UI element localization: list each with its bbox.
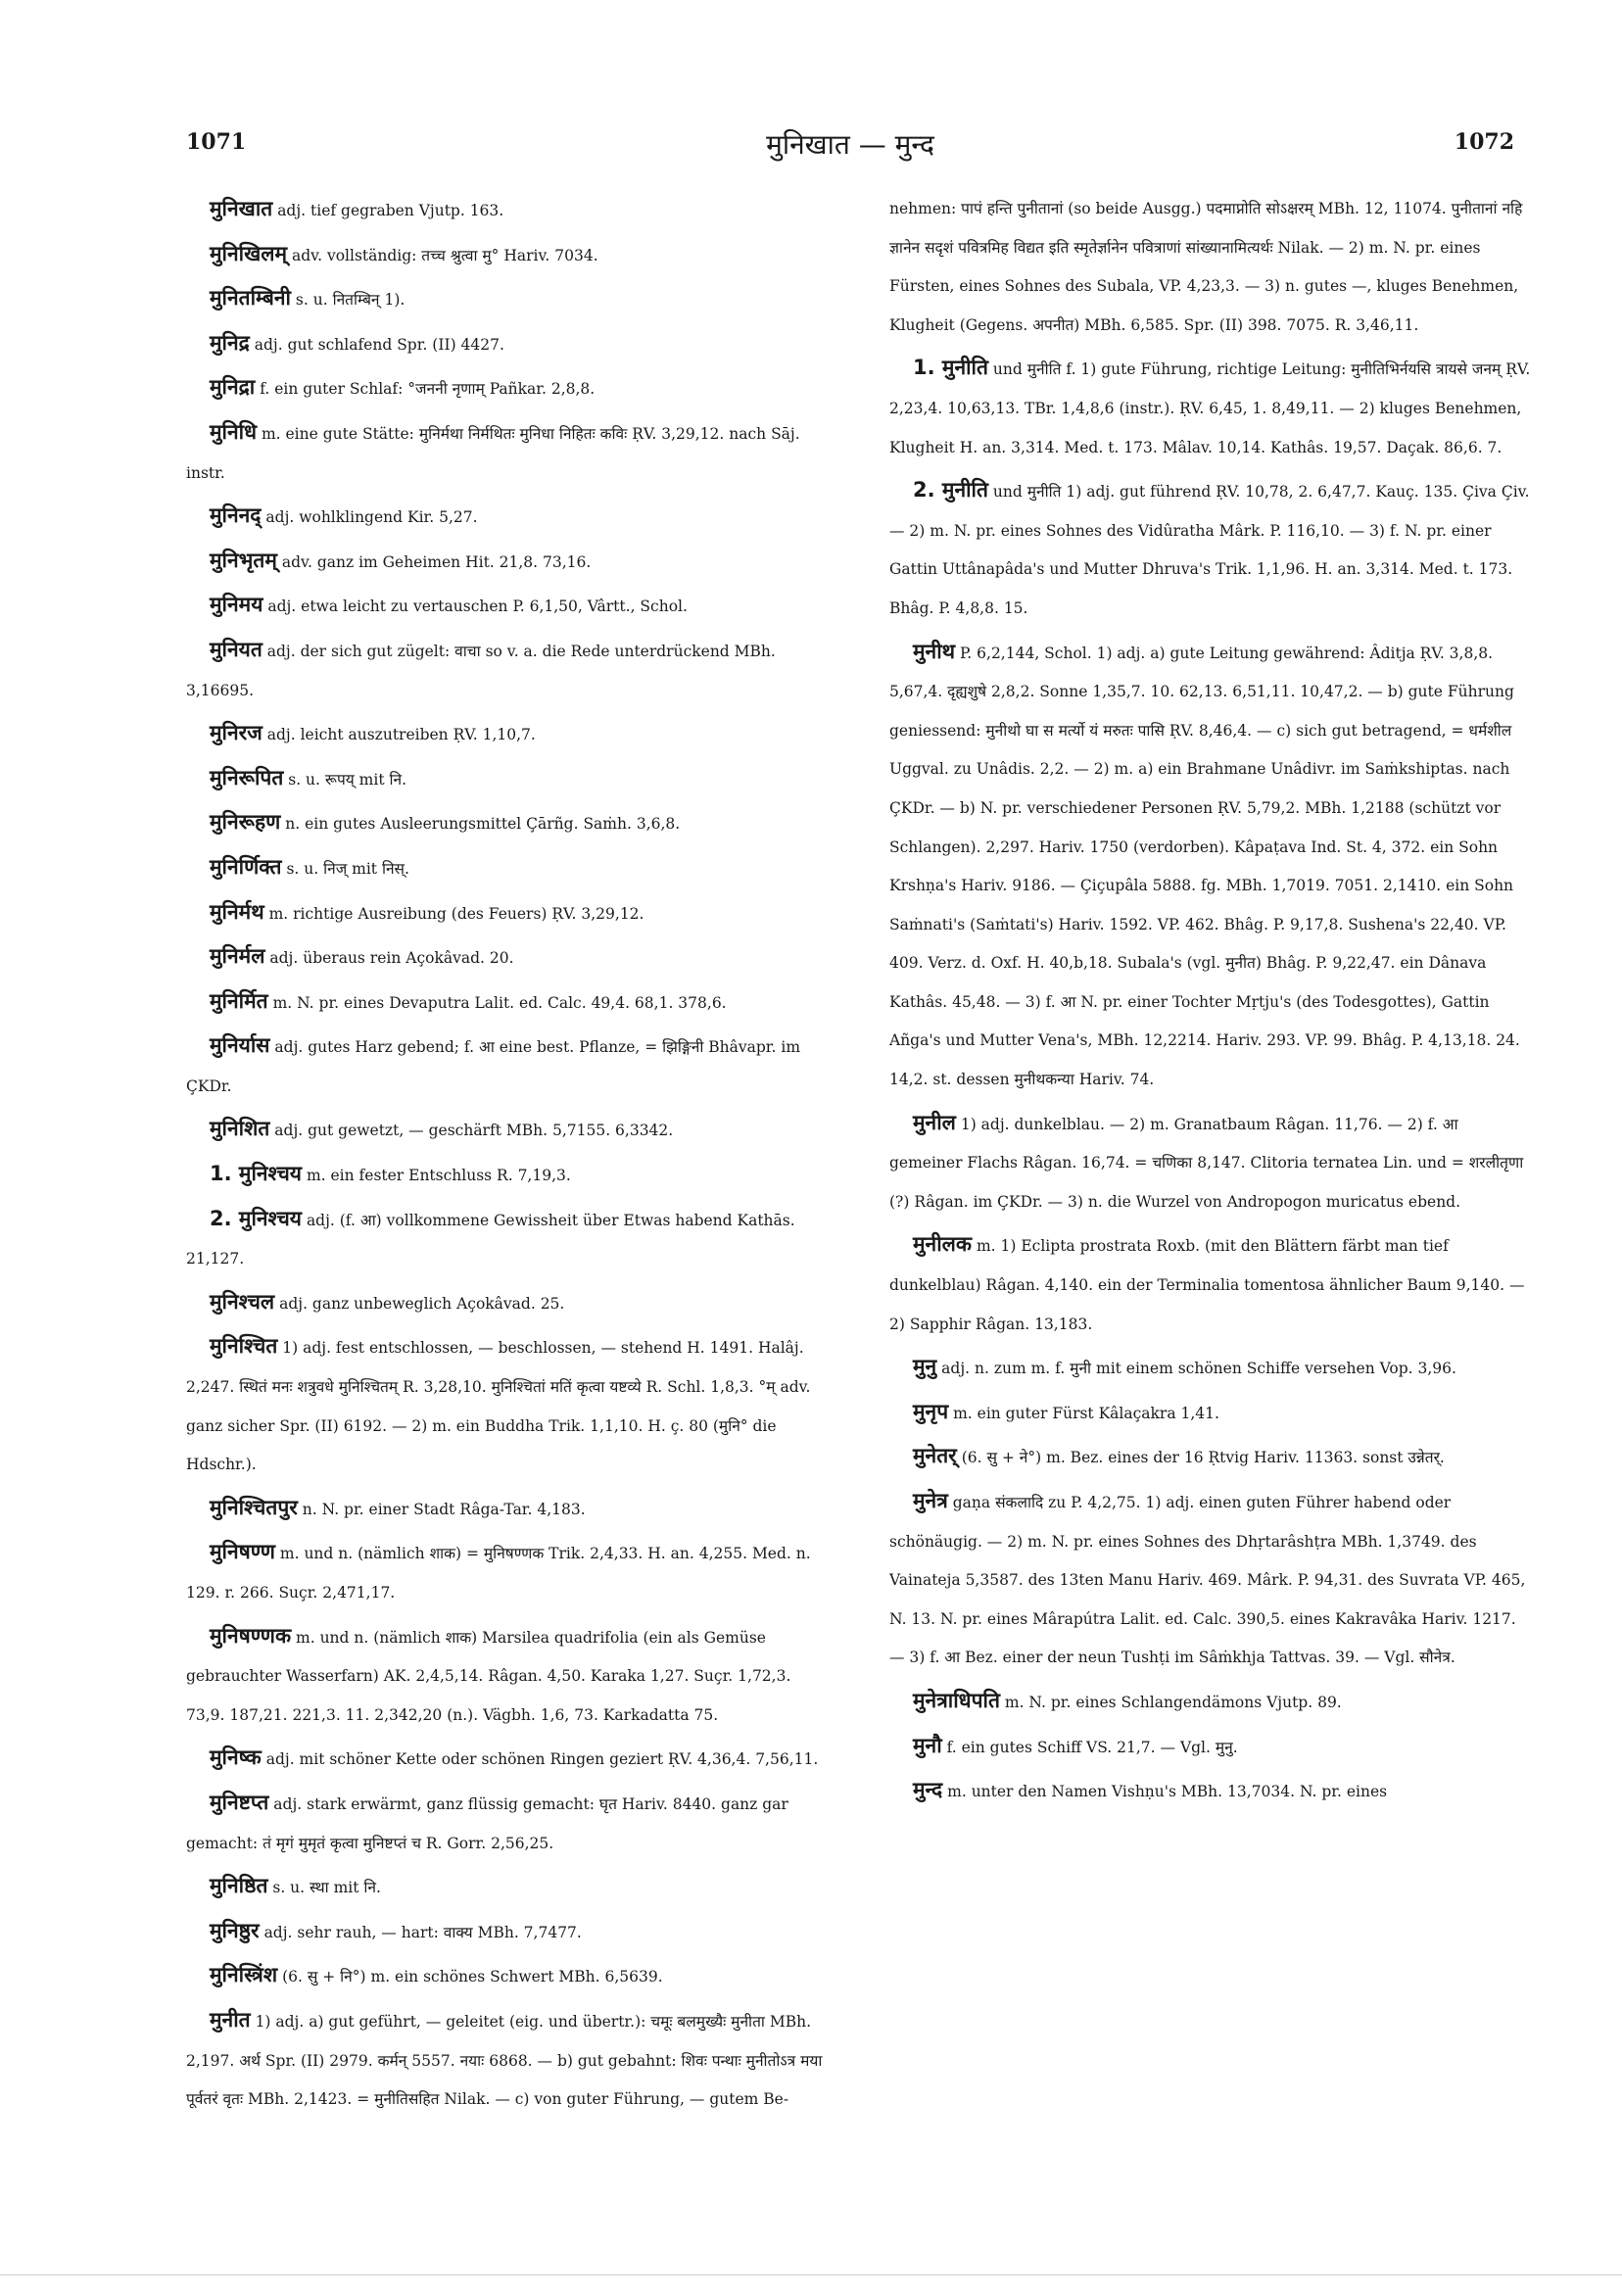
dictionary-entry xyxy=(186,1867,833,1908)
entry-headword: मुनिनद् xyxy=(210,503,262,528)
entry-text: adv. ganz im Geheimen Hit. 21,8. 73,16. xyxy=(281,552,592,571)
entry-text: 1) adj. dunkelblau. — 2) m. Granatbaum Râgan. 11,76. — 2) f. आ gemeiner Flachs Râgan. 16,74. = चणिका 8,147. Clitoria ternatea Lin. und = शरलीतृणा (?) Râgan. im ÇKDr. — 3) n. die Wurzel von Andropogon muricatus ebend. xyxy=(889,1115,1524,1211)
page-title: मुनिखात — मुन्द xyxy=(766,128,934,161)
entry-text: 1) adj. fest entschlossen, — beschlossen, — stehend H. 1491. Halâj. 2,247. स्थितं मनः शत्रुवधे मुनिश्चितम् R. 3,28,10. मुनिश्चितां मतिं कृत्वा यष्टव्ये R. Schl. 1,8,3. °म् adv. ganz sicher Spr. (II) 6192. — 2) m. ein Buddha Trik. 1,1,10. H. ç. 80 (मुनि° die Hdschr.). xyxy=(186,1339,811,1474)
entry-text: nehmen: पापं हन्ति पुनीतानां (so beide Ausgg.) पदमाप्नोति सोऽक्षरम् MBh. 12, 11074. पुनीतानां नहि ज्ञानेन सदृशं पवित्रमिह विद्यत इति स्मृतेर्ज्ञानेन पवित्राणां सांख्यानामित्यर्थः Nilak. — 2) m. N. pr. eines Fürsten, eines Sohnes des Subala, VP. 4,23,3. — 3) n. gutes —, kluges Benehmen, Klugheit (Gegens. अपनीत) MBh. 6,585. Spr. (II) 398. 7075. R. 3,46,11. xyxy=(889,200,1523,334)
entry-text: adj. gut schlafend Spr. (II) 4427. xyxy=(254,335,504,354)
entry-text: adj. leicht auszutreiben ṚV. 1,10,7. xyxy=(266,726,536,744)
dictionary-entry xyxy=(186,497,833,538)
entry-text: adj. n. zum m. f. मुनी mit einem schönen Schiffe versehen Vop. 3,96. xyxy=(941,1360,1456,1378)
dictionary-entry xyxy=(186,1739,833,1780)
dictionary-entry xyxy=(889,349,1534,467)
entry-headword: मुनिषण्णक xyxy=(210,1623,292,1648)
entry-text: P. 6,2,144, Schol. 1) adj. a) gute Leitung gewährend: Âditja ṚV. 3,8,8. 5,67,4. दृह्यशुषे 2,8,2. Sonne 1,35,7. 10. 62,13. 6,51,11. 10,47,2. — b) gute Führung geniessend: मुनीथो घा स मर्त्यो यं मरुतः पासि ṚV. 8,46,4. — c) sich gut betragend, = धर्मशील Uggval. zu Unâdis. 2,2. — 2) m. a) ein Brahmane Unâdivr. im Saṁkshiptas. nach ÇKDr. — b) N. pr. verschiedener Personen ṚV. 5,79,2. MBh. 1,2188 (schützt vor Schlangen). 2,297. Hariv. 1750 (verdorben). Kâpaṭava Ind. St. 4, 372. ein Sohn Krshṇa's Hariv. 9186. — Çiçupâla 5888. fg. MBh. 1,7019. 7051. 2,1410. ein Sohn Saṁnati's (Saṁtati's) Hariv. 1592. VP. 462. Bhâg. P. 9,17,8. Sushena's 22,40. VP. 409. Verz. d. Oxf. H. 40,b,18. Subala's (vgl. मुनीत) Bhâg. P. 9,22,47. ein Dânava Kathâs. 45,48. — 3) f. आ N. pr. einer Tochter Mṛtju's (des Todesgottes), Gattin Añga's und Mutter Vena's, MBh. 12,2214. Hariv. 293. VP. 99. Bhâg. P. 4,13,18. 24. 14,2. st. dessen मुनीथकन्या Hariv. 74. xyxy=(889,644,1520,1089)
entry-text: adj. gutes Harz gebend; f. आ eine best. Pflanze, = झिङ्गिनी Bhâvapr. im ÇKDr. xyxy=(186,1038,801,1095)
entry-text: m. 1) Eclipta prostrata Roxb. (mit den Blättern färbt man tief dunkelblau) Râgan. 4,140. ein der Terminalia tomentosa ähnlicher Baum 9,140. — 2) Sapphir Râgan. 13,183. xyxy=(889,1237,1525,1333)
dictionary-entry xyxy=(186,1027,833,1106)
entry-headword: मुनिश्चितपुर xyxy=(210,1495,298,1519)
entry-headword: मुनिमय xyxy=(210,593,263,617)
entry-headword: मुनिरूहण xyxy=(210,810,281,835)
entry-text: und मुनीति f. 1) gute Führung, richtige Leitung: मुनीतिभिर्नयसि त्रायसे जनम् ṚV. 2,23,4. 10,63,13. TBr. 1,4,8,6 (instr.). ṚV. 6,45, 1. 8,49,11. — 2) kluges Benehmen, Klugheit H. an. 3,314. Med. t. 173. Mâlav. 10,14. Kathâs. 19,57. Daçak. 86,6. 7. xyxy=(889,360,1531,456)
dictionary-entry xyxy=(186,1155,833,1196)
dictionary-entry xyxy=(186,1617,833,1736)
entry-headword: मुनिष्ठुर xyxy=(210,1918,260,1942)
entry-text: m. eine gute Stätte: मुनिर्मथा निर्मथितः मुनिधा निहितः कविः ṚV. 3,29,12. nach Sāj. instr. xyxy=(186,424,800,482)
entry-text: f. ein gutes Schiff VS. 21,7. — Vgl. मुनु. xyxy=(946,1738,1238,1756)
entry-text: adj. ganz unbeweglich Açokâvad. 25. xyxy=(279,1294,565,1313)
entry-text: und मुनीति 1) adj. gut führend ṚV. 10,78, 2. 6,47,7. Kauç. 135. Çiva Çiv. — 2) m. N. pr. eines Sohnes des Vidûratha Mârk. P. 116,10. — 3) f. N. pr. einer Gattin Uttânapâda's und Mutter Dhruva's Trik. 1,1,96. H. an. 3,314. Med. t. 173. Bhâg. P. 4,8,8. 15. xyxy=(889,483,1530,617)
entry-text: (6. सु + नि°) m. ein schönes Schwert MBh. 6,5639. xyxy=(282,1968,663,1986)
dictionary-entry xyxy=(186,1912,833,1953)
entry-text: adj. tief gegraben Vjutp. 163. xyxy=(277,202,504,219)
dictionary-entry xyxy=(186,1327,833,1484)
entry-headword: मुनिद्रा xyxy=(210,375,256,400)
dictionary-entry xyxy=(186,413,833,493)
entry-headword: मुनीथ xyxy=(913,639,956,663)
entry-headword: मुनिशित xyxy=(210,1117,270,1141)
entry-text: adj. (f. आ) vollkommene Gewissheit über Etwas habend Kathās. 21,127. xyxy=(186,1211,795,1268)
entry-headword: 1. मुनीति xyxy=(913,356,988,380)
dictionary-entry xyxy=(889,1682,1534,1723)
dictionary-entry xyxy=(186,1784,833,1863)
left-column xyxy=(186,190,833,2124)
entry-headword: मुनिष्ठित xyxy=(210,1874,268,1898)
entry-headword: 1. मुनिश्चय xyxy=(210,1162,302,1186)
dictionary-entry xyxy=(186,937,833,979)
page-header xyxy=(186,129,1514,168)
dictionary-entry xyxy=(889,1348,1534,1389)
dictionary-entry xyxy=(889,471,1534,628)
dictionary-entry xyxy=(186,982,833,1024)
entry-headword: मुनिश्चल xyxy=(210,1289,275,1314)
entry-headword: मुनेत्र xyxy=(913,1489,948,1512)
dictionary-entry xyxy=(186,893,833,934)
entry-text: m. N. pr. eines Devaputra Lalit. ed. Calc. 49,4. 68,1. 378,6. xyxy=(272,993,727,1012)
bottom-rule xyxy=(0,2274,1622,2275)
entry-text: adj. mit schöner Kette oder schönen Ringen geziert ṚV. 4,36,4. 7,56,11. xyxy=(265,1750,819,1769)
entry-text: 1) adj. a) gut geführt, — geleitet (eig. und übertr.): चमूः बलमुख्यैः मुनीता MBh. 2,197. अर्थ Spr. (II) 2979. कर्मन् 5557. नयाः 6868. — b) gut gebahnt: शिवः पन्थाः मुनीतोऽत्र मया पूर्वतरं वृतः MBh. 2,1423. = मुनीतिसहित Nilak. — c) von guter Führung, — gutem Be- xyxy=(186,2012,823,2109)
dictionary-entry xyxy=(889,1771,1534,1812)
entry-text: s. u. नितम्बिन् 1). xyxy=(295,291,406,310)
entry-text: m. ein guter Fürst Kâlaçakra 1,41. xyxy=(953,1404,1219,1422)
entry-headword: मुनिभृतम् xyxy=(210,548,277,572)
entry-text: adj. wohlklingend Kir. 5,27. xyxy=(265,508,478,527)
dictionary-entry xyxy=(186,1200,833,1279)
entry-text: m. unter den Namen Vishṇu's MBh. 13,7034. N. pr. eines xyxy=(947,1783,1388,1801)
dictionary-entry xyxy=(889,1482,1534,1678)
entry-headword: मुनील xyxy=(913,1110,956,1134)
dictionary-entry xyxy=(186,631,833,710)
dictionary-entry xyxy=(889,1104,1534,1222)
entry-headword: मुनीत xyxy=(210,2007,251,2032)
dictionary-entry xyxy=(889,1437,1534,1478)
entry-headword: मुनिखात xyxy=(210,197,273,220)
entry-headword: मुनेत्राधिपति xyxy=(913,1688,1000,1712)
dictionary-entry xyxy=(889,633,1534,1100)
entry-headword: मुनियत xyxy=(210,637,262,661)
entry-text: adj. etwa leicht zu vertauschen P. 6,1,50, Vârtt., Schol. xyxy=(267,598,688,616)
entry-text: adj. stark erwärmt, ganz flüssig gemacht: घृत Hariv. 8440. ganz gar gemacht: तं मृगं मुमृतं कृत्वा मुनिष्टप्तं च R. Gorr. 2,56,25. xyxy=(186,1794,788,1852)
entry-headword: मुनिखिलम् xyxy=(210,241,288,265)
dictionary-entry xyxy=(186,1956,833,1997)
entry-text: adv. vollständig: तच्च श्रुत्वा मु° Hariv. 7034. xyxy=(292,246,598,264)
entry-text: adj. gut gewetzt, — geschärft MBh. 5,7155. 6,3342. xyxy=(274,1122,674,1140)
entry-text: (6. सु + ने°) m. Bez. eines der 16 Ṛtvig Hariv. 11363. sonst उन्नेतर्. xyxy=(961,1449,1445,1467)
dictionary-entry xyxy=(186,848,833,889)
dictionary-entry xyxy=(186,2001,833,2120)
entry-headword: मुनीलक xyxy=(913,1232,973,1257)
entry-headword: मुनिर्मित xyxy=(210,988,268,1013)
entry-headword: मुनिस्त्रिंश xyxy=(210,1963,278,1987)
entry-headword: मुन्द xyxy=(913,1778,943,1802)
dictionary-entry xyxy=(186,542,833,583)
entry-text: m. ein fester Entschluss R. 7,19,3. xyxy=(306,1167,571,1185)
entry-headword: मुनितम्बिनी xyxy=(210,286,291,311)
dictionary-entry xyxy=(186,235,833,276)
entry-headword: 2. मुनीति xyxy=(913,478,988,502)
dictionary-entry xyxy=(186,190,833,231)
entry-headword: मुनिरज xyxy=(210,721,262,745)
entry-headword: मुनिष्क xyxy=(210,1746,262,1770)
entry-text: adj. der sich gut zügelt: वाचा so v. a. die Rede unterdrückend MBh. 3,16695. xyxy=(186,642,776,699)
dictionary-entry xyxy=(186,759,833,800)
entry-headword: मुनेतर् xyxy=(913,1444,957,1468)
entry-headword: मुनिरूपित xyxy=(210,765,284,789)
dictionary-entry xyxy=(186,324,833,365)
entry-text: n. N. pr. einer Stadt Râga-Tar. 4,183. xyxy=(302,1500,586,1518)
dictionary-entry xyxy=(186,586,833,627)
dictionary-entry xyxy=(186,1283,833,1324)
entry-text: m. N. pr. eines Schlangendämons Vjutp. 89. xyxy=(1004,1693,1342,1711)
entry-headword: मुनिर्मथ xyxy=(210,899,264,924)
entry-headword: मुनिर्मल xyxy=(210,944,265,969)
dictionary-entry xyxy=(186,803,833,844)
entry-headword: मुनृप xyxy=(913,1399,949,1423)
dictionary-entry xyxy=(186,1489,833,1530)
entry-headword: मुनिष्टप्त xyxy=(210,1790,269,1814)
entry-headword: मुनिधि xyxy=(210,419,258,444)
entry-text: n. ein gutes Ausleerungsmittel Çārñg. Saṁh. 3,6,8. xyxy=(285,815,681,834)
dictionary-entry xyxy=(889,1393,1534,1434)
right-column xyxy=(889,190,1534,1816)
dictionary-entry xyxy=(889,190,1534,345)
entry-text: f. ein guter Schlaf: °जननी नृणाम् Pañkar. 2,8,8. xyxy=(260,380,596,399)
entry-headword: मुनौ xyxy=(913,1733,942,1757)
right-page-number: 1072 xyxy=(1454,129,1514,155)
entry-headword: मुनिर्यास xyxy=(210,1033,270,1058)
entry-text: gaṇa संकलादि zu P. 4,2,75. 1) adj. einen guten Führer habend oder schönäugig. — 2) m. N. pr. eines Sohnes des Dhṛtarâshṭra MBh. 1,3749. des Vainateja 5,3587. des 13ten Manu Hariv. 469. Mârk. P. 94,31. des Suvrata VP. 465, N. 13. N. pr. eines Mârapútra Lalit. ed. Calc. 390,5. eines Kakravâka Hariv. 1217. — 3) f. आ Bez. einer der neun Tushṭi im Sâṁkhja Tattvas. 39. — Vgl. सौनेत्र. xyxy=(889,1494,1526,1667)
entry-text: s. u. निज् mit निस्. xyxy=(286,859,409,878)
entry-text: m. und n. (nämlich शाक) Marsilea quadrifolia (ein als Gemüse gebrauchter Wasserfarn) AK. 2,4,5,14. Râgan. 4,50. Karaka 1,27. Suçr. 1,72,3. 73,9. 187,21. 221,3. 11. 2,342,20 (n.). Vägbh. 1,6, 73. Karkadatta 75. xyxy=(186,1628,791,1724)
entry-text: m. richtige Ausreibung (des Feuers) ṚV. 3,29,12. xyxy=(268,904,644,923)
entry-headword: मुनु xyxy=(913,1355,937,1379)
entry-text: s. u. स्था mit नि. xyxy=(272,1879,381,1897)
dictionary-entry xyxy=(889,1225,1534,1344)
entry-headword: 2. मुनिश्चय xyxy=(210,1206,302,1230)
left-page-number: 1071 xyxy=(186,129,247,155)
entry-headword: मुनिर्णिक्त xyxy=(210,854,282,879)
entry-text: m. und n. (nämlich शाक) = मुनिषण्णक Trik. 2,4,33. H. an. 4,255. Med. n. 129. r. 266. Suçr. 2,471,17. xyxy=(186,1545,811,1602)
entry-headword: मुनिद्र xyxy=(210,330,250,355)
dictionary-entry xyxy=(186,279,833,320)
entry-text: adj. sehr rauh, — hart: वाक्य MBh. 7,7477. xyxy=(263,1923,582,1941)
dictionary-entry xyxy=(186,368,833,409)
entry-headword: मुनिषण्ण xyxy=(210,1540,275,1564)
dictionary-entry xyxy=(889,1727,1534,1768)
entry-text: s. u. रूपय् mit नि. xyxy=(288,770,407,789)
dictionary-entry xyxy=(186,1533,833,1612)
dictionary-entry xyxy=(186,1110,833,1151)
dictionary-entry xyxy=(186,714,833,755)
entry-text: adj. überaus rein Açokâvad. 20. xyxy=(269,949,514,968)
entry-headword: मुनिश्चित xyxy=(210,1334,278,1359)
